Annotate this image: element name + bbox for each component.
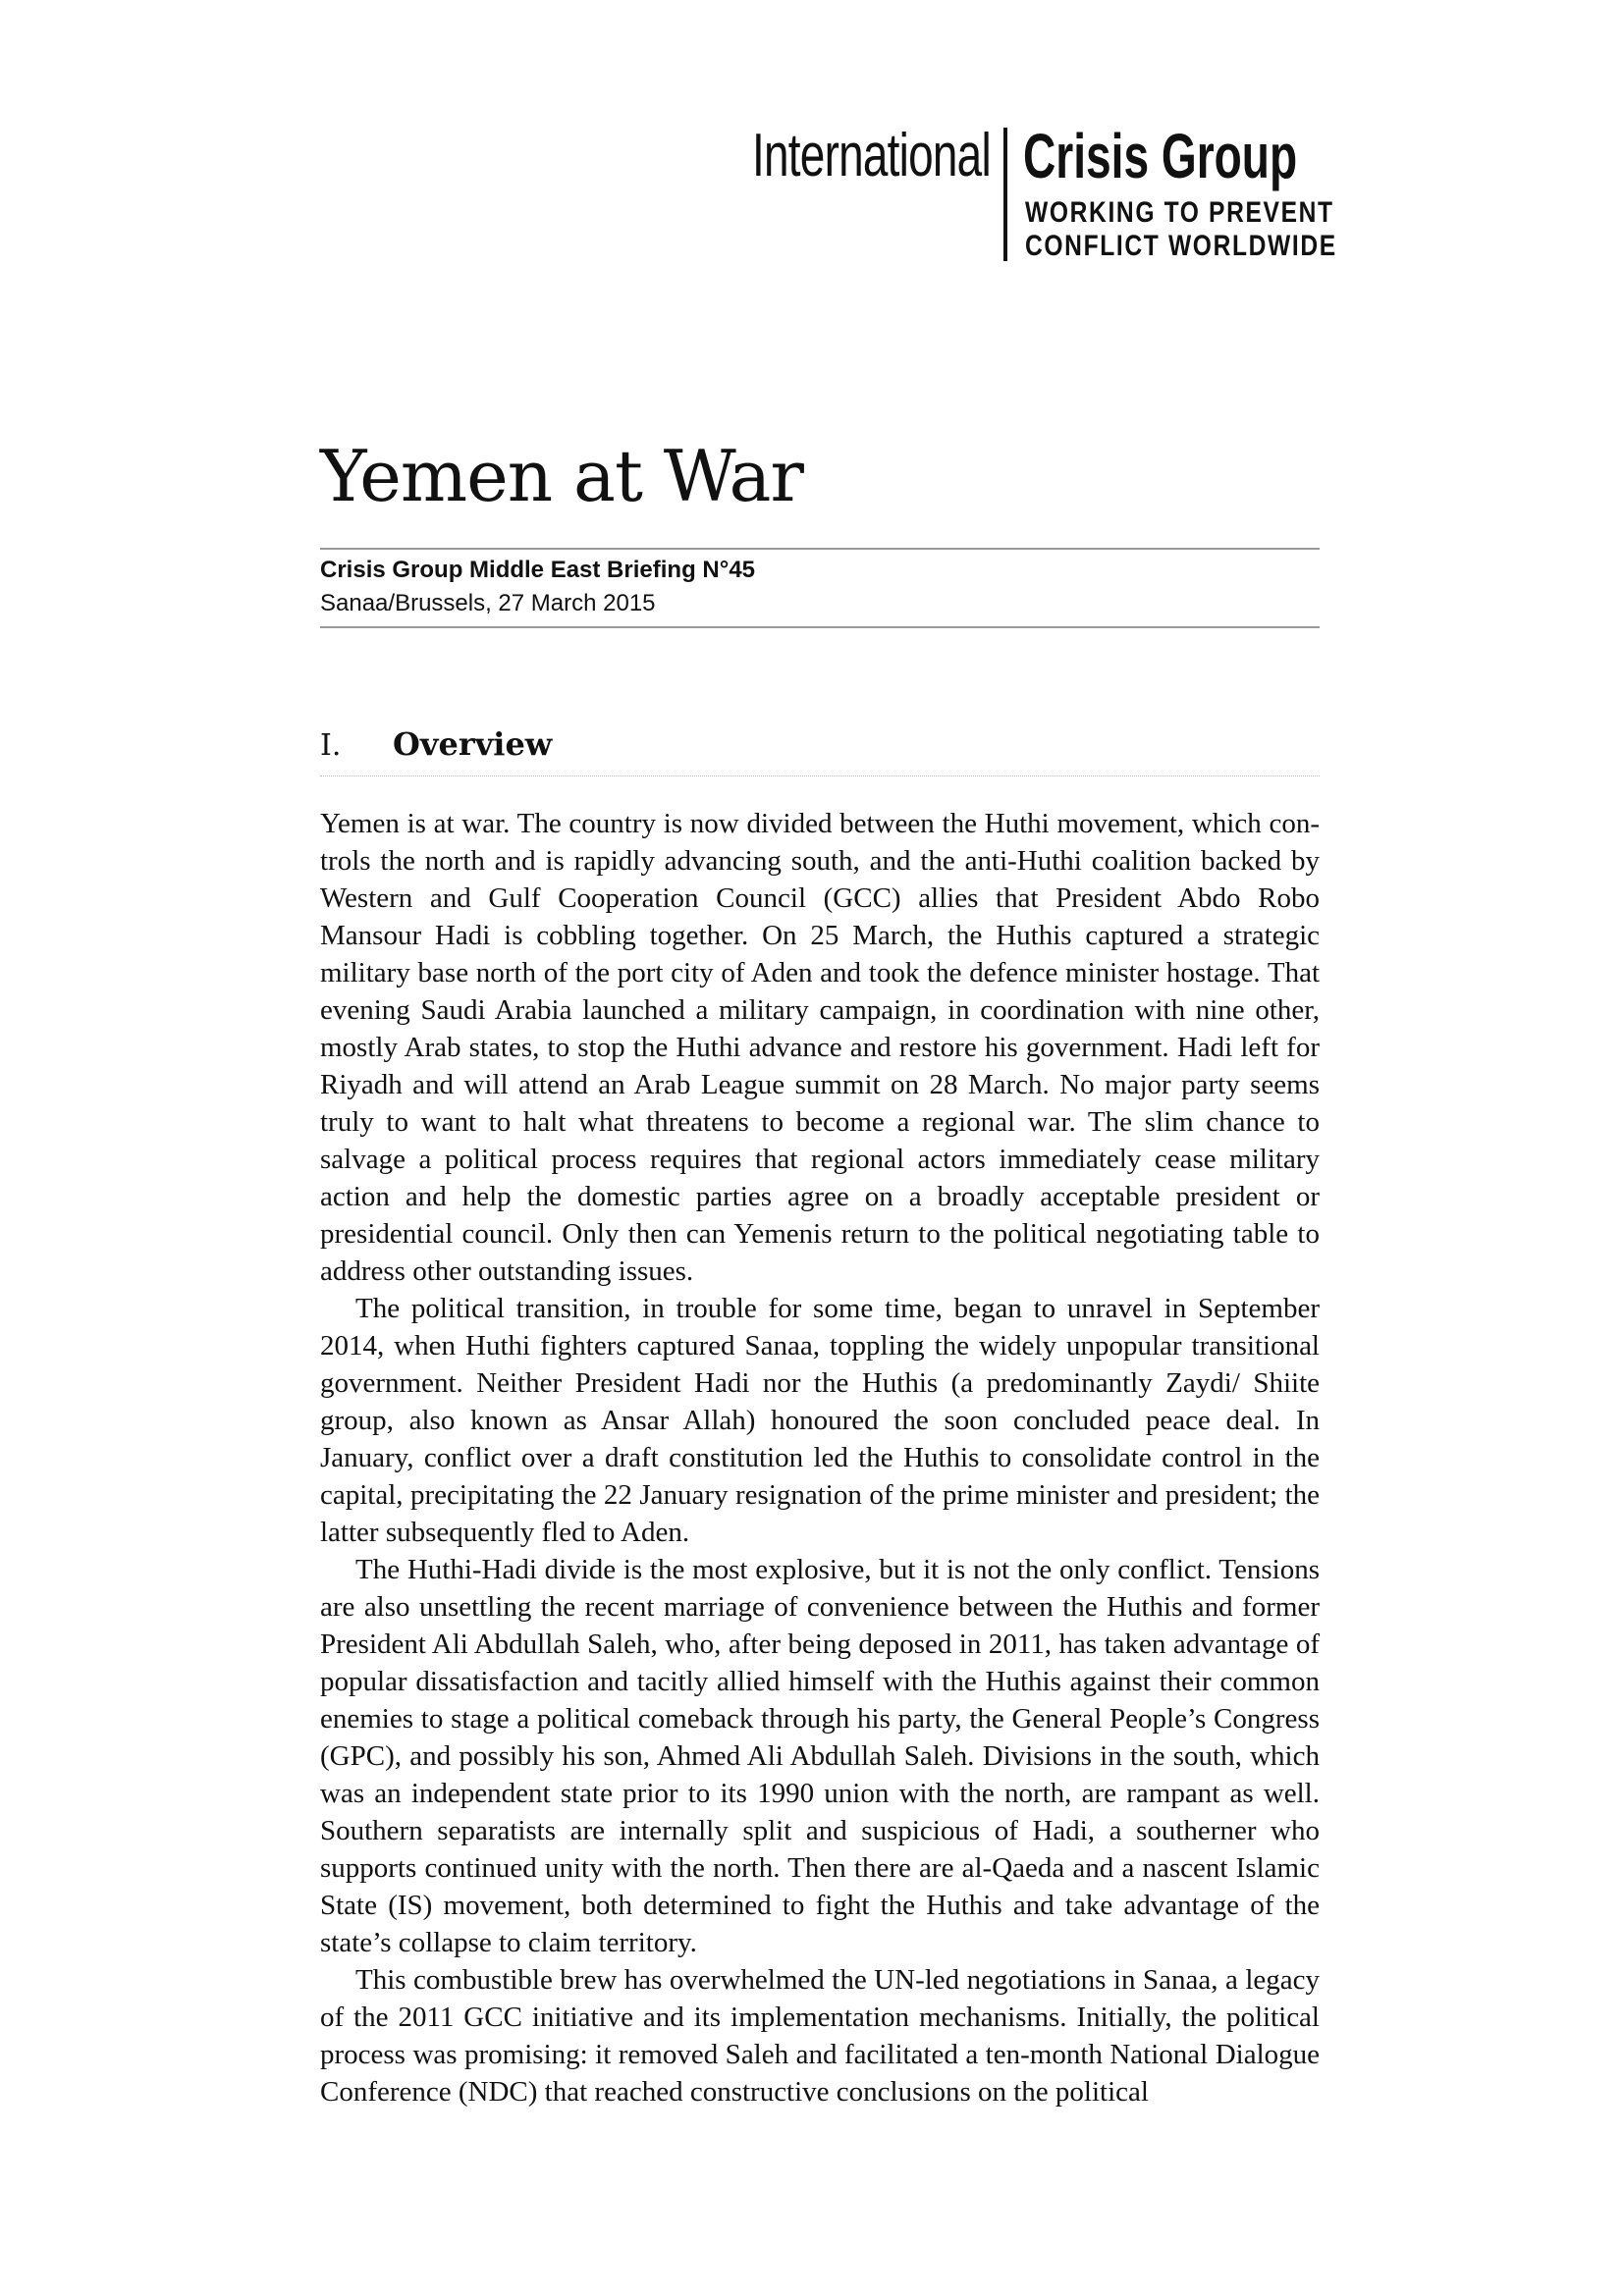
crisis-group-logo	[752, 121, 1341, 263]
logo-tagline-line2: CONFLICT WORLDWIDE	[1025, 230, 1337, 262]
logo-international-text: International	[752, 122, 991, 189]
paragraph: The Huthi-Hadi divide is the most explosive, but it is not the only conflict. Tensions are also unsettling the recent marriage of convenience between the Huthis and former President Ali Abdullah Saleh, who, after being deposed in 2011, has taken advantage of popular dissatisfaction and tacitly allied himself with the Huthis against their common enemies to stage a political comeback through his party, the General People’s Congress (GPC), and possibly his son, Ahmed Ali Abdullah Saleh. Divisions in the south, which was an independent state prior to its 1990 union with the north, are rampant as well. Southern separatists are internally split and suspicious of Hadi, a southerner who supports continued unity with the north. Then there are al-Qaeda and a nascent Islamic State (IS) movement, both determined to fight the Huthis and take advantage of the state’s collapse to claim territory.	[320, 1554, 1320, 1958]
section-divider	[320, 775, 1320, 776]
section-title: Overview	[393, 725, 553, 763]
body-text	[320, 805, 1320, 2110]
paragraph: The political transition, in trouble for some time, began to unravel in September 2014, when Huthi fighters captured Sanaa, toppling the widely unpopular transitional government. Neither President Hadi nor the Huthis (a predominantly Zaydi/ Shiite group, also known as Ansar Allah) honoured the soon concluded peace deal. In January, conflict over a draft constitution led the Huthis to consolidate control in the capital, precipitating the 22 January resignation of the prime minister and president; the latter subsequently fled to Aden.	[320, 1293, 1320, 1548]
logo-tagline-line1: WORKING TO PREVENT	[1025, 196, 1334, 229]
title-rule-bottom	[320, 626, 1320, 628]
logo-divider	[1003, 128, 1007, 261]
logo-crisis-group-text: Crisis Group	[1023, 121, 1298, 191]
location-date: Sanaa/Brussels, 27 March 2015	[320, 590, 656, 616]
briefing-number: Crisis Group Middle East Briefing N°45	[320, 557, 756, 583]
document-title: Yemen at War	[320, 435, 803, 517]
paragraph: This combustible brew has overwhelmed the UN-led negotiations in Sanaa, a legacy of the 2011 GCC initiative and its implementation mechanisms. Initially, the political process was promising: it removed Saleh and facilitated a ten-month National Dialogue Conference (NDC) that reached constructive conclusions on the political	[320, 1964, 1320, 2108]
paragraph: Yemen is at war. The country is now divided between the Huthi movement, which controls the north and is rapidly advancing south, and the anti-Huthi coalition backed by Western and Gulf Cooperation Council (GCC) allies that President Abdo Robo Mansour Hadi is cobbling together. On 25 March, the Huthis captured a strategic military base north of the port city of Aden and took the defence minister hostage. That evening Saudi Arabia launched a military campaign, in coordination with nine other, mostly Arab states, to stop the Huthi advance and restore his government. Hadi left for Riyadh and will attend an Arab League summit on 28 March. No major party seems truly to want to halt what threatens to become a regional war. The slim chance to salvage a political process requires that regional actors immediately cease military action and help the domestic parties agree on a broadly acceptable president or presidential council. Only then can Yemenis return to the political negotiating table to address other outstanding issues.	[320, 808, 1320, 1287]
title-rule-top	[320, 548, 1320, 550]
section-number: I.	[320, 728, 342, 763]
